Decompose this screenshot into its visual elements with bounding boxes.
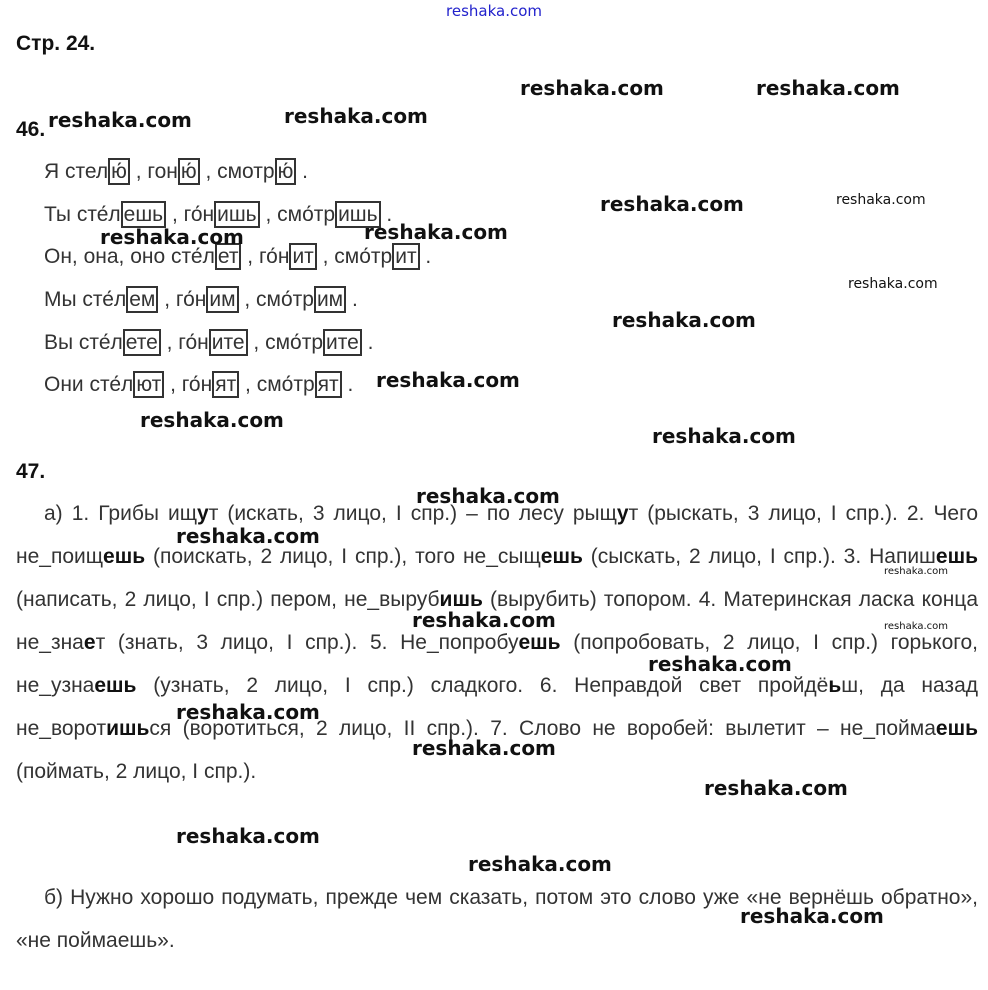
text-run: (написать, 2 лицо, I спр.) пером, не_выруб xyxy=(16,588,440,611)
bold-ending: ишь xyxy=(439,588,483,611)
word-text: , смо́тр xyxy=(259,203,336,226)
word-text: Ты сте́л xyxy=(44,203,121,226)
ending-box: ят xyxy=(212,371,239,398)
ending-box: ит xyxy=(289,243,316,270)
watermark: reshaka.com xyxy=(520,76,664,100)
ending-box: ем xyxy=(126,286,158,313)
word-text: Он, она, оно сте́л xyxy=(44,245,215,268)
text-run: (поймать, 2 лицо, I спр.). xyxy=(16,760,257,783)
ending-box: ите xyxy=(323,329,362,356)
word-text: Они сте́л xyxy=(44,373,134,396)
watermark: reshaka.com xyxy=(284,104,428,128)
watermark: reshaka.com xyxy=(468,852,612,876)
word-text: , го́н xyxy=(158,288,207,311)
word-text: , смо́тр xyxy=(239,373,315,396)
exercise-46-number: 46. xyxy=(16,118,46,141)
exercise-47-part-b: б) Нужно хорошо подумать, прежде чем сказать, потом это слово уже «не вернёшь обратно», «не поймаешь». xyxy=(16,886,978,952)
text-run: ш, да назад не_ворот xyxy=(16,674,978,740)
ending-box: ишь xyxy=(335,201,381,228)
ending-box: ите xyxy=(209,329,248,356)
word-text: . xyxy=(346,288,358,311)
ending-box: ет xyxy=(215,243,242,270)
text-run: ся (воротиться, 2 лицо, II спр.). 7. Слово не воробей: вылетит – не_пойма xyxy=(149,717,936,740)
ending-box: ит xyxy=(392,243,419,270)
ending-box: ешь xyxy=(121,201,166,228)
word-text: , смотр xyxy=(199,160,275,183)
word-text: . xyxy=(341,373,354,396)
text-run: (попробовать, 2 лицо, I спр.) горького, не_узна xyxy=(16,631,978,697)
ending-box: ете xyxy=(123,329,161,356)
watermark: reshaka.com xyxy=(412,736,556,760)
text-run: т (рыскать, 3 лицо, I спр.). 2. Чего не_поищ xyxy=(16,502,978,568)
exercise-47-number: 47. xyxy=(16,460,46,483)
ending-box: им xyxy=(314,286,346,313)
text-run: (сыскать, 2 лицо, I спр.). 3. Напиш xyxy=(582,545,936,568)
watermark: reshaka.com xyxy=(600,192,744,216)
word-text: Я стел xyxy=(44,160,109,183)
conjugation-line xyxy=(44,155,308,189)
watermark: reshaka.com xyxy=(176,824,320,848)
word-text: . xyxy=(380,203,393,226)
watermark: reshaka.com xyxy=(836,192,926,208)
watermark: reshaka.com xyxy=(704,776,848,800)
bold-ending: ешь xyxy=(935,717,978,740)
watermark: reshaka.com xyxy=(48,108,192,132)
word-text: Мы сте́л xyxy=(44,288,127,311)
text-run: т (искать, 3 лицо, I спр.) – по лесу рыщ xyxy=(208,502,617,525)
ending-box: ю́ xyxy=(108,158,130,185)
bold-ending: ь xyxy=(828,674,842,697)
watermark-top: reshaka.com xyxy=(446,2,542,20)
ending-box: ишь xyxy=(214,201,260,228)
bold-ending: ешь xyxy=(103,545,146,568)
text-run: а) 1. Грибы ищ xyxy=(44,502,197,525)
watermark: reshaka.com xyxy=(416,484,560,508)
conjugation-line xyxy=(44,368,353,402)
bold-ending: е xyxy=(83,631,96,654)
watermark: reshaka.com xyxy=(176,524,320,548)
text-run: (узнать, 2 лицо, I спр.) сладкого. 6. Неправдой свет пройдё xyxy=(136,674,829,697)
watermark: reshaka.com xyxy=(364,220,508,244)
bold-ending: ешь xyxy=(94,674,137,697)
bold-ending: у xyxy=(616,502,629,525)
watermark: reshaka.com xyxy=(376,368,520,392)
word-text: , го́н xyxy=(164,373,213,396)
text-run: (поискать, 2 лицо, I спр.), того не_сыщ xyxy=(145,545,541,568)
watermark: reshaka.com xyxy=(176,700,320,724)
ending-box: ю́ xyxy=(275,158,297,185)
text-run: т (знать, 3 лицо, I спр.). 5. Не_попробу xyxy=(95,631,519,654)
ending-box: ят xyxy=(315,371,342,398)
watermark: reshaka.com xyxy=(648,652,792,676)
word-text: , гон xyxy=(129,160,178,183)
watermark: reshaka.com xyxy=(756,76,900,100)
word-text: , смо́тр xyxy=(316,245,393,268)
word-text: , смо́тр xyxy=(238,288,314,311)
watermark: reshaka.com xyxy=(140,408,284,432)
watermark: reshaka.com xyxy=(740,904,884,928)
watermark: reshaka.com xyxy=(884,621,948,632)
watermark: reshaka.com xyxy=(612,308,756,332)
watermark: reshaka.com xyxy=(652,424,796,448)
conjugation-line xyxy=(44,283,358,317)
word-text: . xyxy=(296,160,308,183)
ending-box: им xyxy=(206,286,238,313)
watermark: reshaka.com xyxy=(884,566,948,577)
bold-ending: ишь xyxy=(106,717,150,740)
word-text: , го́н xyxy=(160,331,209,354)
conjugation-line xyxy=(44,326,373,360)
page-title: Стр. 24. xyxy=(16,32,96,55)
word-text: . xyxy=(419,245,432,268)
ending-box: ют xyxy=(133,371,164,398)
watermark: reshaka.com xyxy=(100,225,244,249)
bold-ending: ешь xyxy=(518,631,561,654)
bold-ending: у xyxy=(197,502,209,525)
watermark: reshaka.com xyxy=(848,276,938,292)
word-text: , го́н xyxy=(166,203,215,226)
ending-box: ю́ xyxy=(178,158,200,185)
word-text: Вы сте́л xyxy=(44,331,123,354)
word-text: . xyxy=(361,331,374,354)
word-text: , смо́тр xyxy=(247,331,323,354)
bold-ending: ешь xyxy=(540,545,583,568)
watermark: reshaka.com xyxy=(412,608,556,632)
bold-ending: ешь xyxy=(935,545,978,568)
text-run: (вырубить) топором. 4. Материнская ласка конца не_зна xyxy=(16,588,978,654)
word-text: , го́н xyxy=(241,245,290,268)
